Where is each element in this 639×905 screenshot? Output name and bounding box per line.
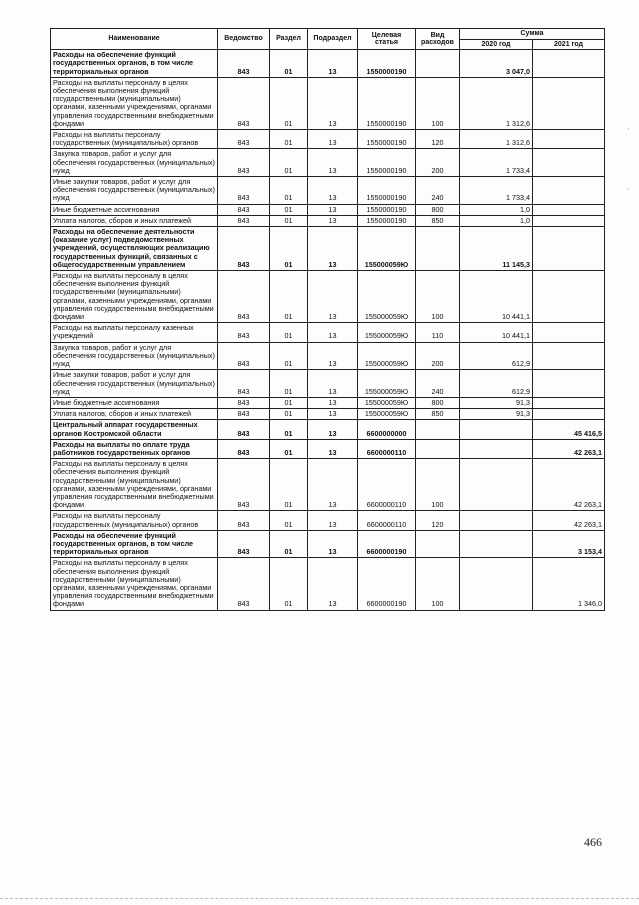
row-subsection: 13 <box>308 50 358 78</box>
row-name: Расходы на выплаты персоналу в целях обеспечения выполнения функций государственными (муниципальными) органами, казенными учреждениями, органами управления государственными внебюджетными фондами <box>51 271 218 323</box>
row-section: 01 <box>270 271 308 323</box>
row-expense-type: 100 <box>416 77 460 129</box>
row-expense-type <box>416 439 460 458</box>
row-sum-2020: 1,0 <box>460 215 533 226</box>
row-name: Расходы на обеспечение функций государственных органов, в том числе территориальных органов <box>51 530 218 558</box>
row-department: 843 <box>218 149 270 177</box>
row-expense-type: 110 <box>416 323 460 342</box>
row-section: 01 <box>270 409 308 420</box>
row-target-item: 1550000190 <box>358 204 416 215</box>
row-name: Расходы на обеспечение деятельности (оказание услуг) подведомственных учреждений, осуществляющих реализацию государственных функций, связанных с общегосударственным управлением <box>51 227 218 271</box>
row-name: Иные закупки товаров, работ и услуг для обеспечения государственных (муниципальных) нужд <box>51 370 218 398</box>
row-sum-2021: 3 153,4 <box>533 530 605 558</box>
row-section: 01 <box>270 342 308 370</box>
row-sum-2021 <box>533 130 605 149</box>
row-subsection: 13 <box>308 77 358 129</box>
row-target-item: 1550000190 <box>358 177 416 205</box>
table-row <box>51 204 605 215</box>
row-expense-type: 850 <box>416 409 460 420</box>
row-sum-2021: 1 346,0 <box>533 558 605 610</box>
row-sum-2020: 10 441,1 <box>460 323 533 342</box>
row-target-item: 155000059Ю <box>358 342 416 370</box>
table-body <box>51 50 605 610</box>
row-section: 01 <box>270 511 308 530</box>
row-name: Иные бюджетные ассигнования <box>51 397 218 408</box>
row-sum-2020: 91,3 <box>460 397 533 408</box>
row-sum-2021 <box>533 409 605 420</box>
row-expense-type: 800 <box>416 397 460 408</box>
row-sum-2020 <box>460 420 533 439</box>
row-target-item: 155000059Ю <box>358 323 416 342</box>
margin-mark: , <box>627 185 629 191</box>
row-sum-2020 <box>460 439 533 458</box>
row-department: 843 <box>218 204 270 215</box>
row-name: Уплата налогов, сборов и иных платежей <box>51 409 218 420</box>
row-department: 843 <box>218 177 270 205</box>
row-subsection: 13 <box>308 130 358 149</box>
row-target-item: 6600000110 <box>358 511 416 530</box>
row-department: 843 <box>218 130 270 149</box>
row-subsection: 13 <box>308 558 358 610</box>
row-sum-2021 <box>533 149 605 177</box>
row-expense-type: 800 <box>416 204 460 215</box>
row-section: 01 <box>270 149 308 177</box>
row-sum-2021 <box>533 177 605 205</box>
row-department: 843 <box>218 342 270 370</box>
table-row <box>51 420 605 439</box>
row-department: 843 <box>218 323 270 342</box>
header-department: Ведомство <box>218 29 270 50</box>
row-subsection: 13 <box>308 397 358 408</box>
row-sum-2020: 91,3 <box>460 409 533 420</box>
row-sum-2021 <box>533 271 605 323</box>
row-expense-type: 100 <box>416 558 460 610</box>
page-number: 466 <box>584 835 602 849</box>
row-sum-2021 <box>533 204 605 215</box>
row-name: Иные закупки товаров, работ и услуг для обеспечения государственных (муниципальных) нужд <box>51 177 218 205</box>
row-department: 843 <box>218 459 270 511</box>
row-name: Расходы на выплаты по оплате труда работников государственных органов <box>51 439 218 458</box>
row-subsection: 13 <box>308 409 358 420</box>
row-sum-2020: 1 733,4 <box>460 177 533 205</box>
row-target-item: 155000059Ю <box>358 227 416 271</box>
row-sum-2020: 612,9 <box>460 370 533 398</box>
row-sum-2020: 3 047,0 <box>460 50 533 78</box>
header-sum-group: Сумма <box>460 29 605 40</box>
row-sum-2020: 1 312,6 <box>460 130 533 149</box>
header-section: Раздел <box>270 29 308 50</box>
table-row <box>51 370 605 398</box>
row-sum-2021: 42 263,1 <box>533 439 605 458</box>
row-subsection: 13 <box>308 530 358 558</box>
row-name: Закупка товаров, работ и услуг для обеспечения государственных (муниципальных) нужд <box>51 149 218 177</box>
row-subsection: 13 <box>308 370 358 398</box>
table-row <box>51 439 605 458</box>
table-row <box>51 215 605 226</box>
header-year-2021: 2021 год <box>533 39 605 50</box>
row-expense-type <box>416 530 460 558</box>
row-name: Расходы на выплаты персоналу в целях обеспечения выполнения функций государственными (муниципальными) органами, казенными учреждениями, органами управления государственными внебюджетными фондами <box>51 459 218 511</box>
table-header <box>51 29 605 50</box>
row-target-item: 1550000190 <box>358 77 416 129</box>
row-sum-2021 <box>533 227 605 271</box>
row-subsection: 13 <box>308 215 358 226</box>
row-sum-2020 <box>460 558 533 610</box>
row-section: 01 <box>270 397 308 408</box>
row-expense-type: 200 <box>416 342 460 370</box>
row-department: 843 <box>218 227 270 271</box>
row-department: 843 <box>218 439 270 458</box>
row-name: Иные бюджетные ассигнования <box>51 204 218 215</box>
row-name: Расходы на обеспечение функций государственных органов, в том числе территориальных органов <box>51 50 218 78</box>
row-name: Расходы на выплаты персоналу в целях обеспечения выполнения функций государственными (муниципальными) органами, казенными учреждениями, органами управления государственными внебюджетными фондами <box>51 558 218 610</box>
row-sum-2020 <box>460 511 533 530</box>
row-expense-type: 120 <box>416 130 460 149</box>
table-row <box>51 271 605 323</box>
row-sum-2021 <box>533 370 605 398</box>
row-expense-type <box>416 227 460 271</box>
row-department: 843 <box>218 397 270 408</box>
table-row <box>51 558 605 610</box>
row-sum-2020: 612,9 <box>460 342 533 370</box>
row-department: 843 <box>218 370 270 398</box>
row-sum-2021 <box>533 397 605 408</box>
header-name: Наименование <box>51 29 218 50</box>
row-section: 01 <box>270 50 308 78</box>
header-target-item: Целевая статья <box>358 29 416 50</box>
row-sum-2021: 42 263,1 <box>533 511 605 530</box>
row-section: 01 <box>270 215 308 226</box>
row-section: 01 <box>270 204 308 215</box>
table-row <box>51 511 605 530</box>
row-target-item: 1550000190 <box>358 50 416 78</box>
row-target-item: 1550000190 <box>358 149 416 177</box>
header-subsection: Подраздел <box>308 29 358 50</box>
margin-mark: , <box>627 125 629 131</box>
row-sum-2021 <box>533 77 605 129</box>
row-expense-type: 120 <box>416 511 460 530</box>
row-department: 843 <box>218 271 270 323</box>
row-sum-2020: 11 145,3 <box>460 227 533 271</box>
row-sum-2021: 45 416,5 <box>533 420 605 439</box>
row-target-item: 6600000110 <box>358 439 416 458</box>
row-expense-type: 100 <box>416 459 460 511</box>
row-target-item: 1550000190 <box>358 130 416 149</box>
table-row <box>51 342 605 370</box>
row-sum-2020: 1 312,6 <box>460 77 533 129</box>
row-sum-2021: 42 263,1 <box>533 459 605 511</box>
row-subsection: 13 <box>308 439 358 458</box>
row-department: 843 <box>218 215 270 226</box>
row-expense-type <box>416 50 460 78</box>
row-sum-2021 <box>533 342 605 370</box>
row-section: 01 <box>270 439 308 458</box>
row-expense-type: 200 <box>416 149 460 177</box>
header-expense-type: Вид расходов <box>416 29 460 50</box>
table-row <box>51 50 605 78</box>
row-sum-2020: 10 441,1 <box>460 271 533 323</box>
row-target-item: 155000059Ю <box>358 271 416 323</box>
row-department: 843 <box>218 530 270 558</box>
row-subsection: 13 <box>308 511 358 530</box>
row-name: Расходы на выплаты персоналу государственных (муниципальных) органов <box>51 130 218 149</box>
row-section: 01 <box>270 420 308 439</box>
table-row <box>51 459 605 511</box>
row-section: 01 <box>270 530 308 558</box>
row-target-item: 1550000190 <box>358 215 416 226</box>
row-department: 843 <box>218 77 270 129</box>
table-row <box>51 130 605 149</box>
row-subsection: 13 <box>308 342 358 370</box>
row-expense-type: 850 <box>416 215 460 226</box>
row-subsection: 13 <box>308 271 358 323</box>
row-subsection: 13 <box>308 204 358 215</box>
row-target-item: 6600000110 <box>358 459 416 511</box>
row-name: Закупка товаров, работ и услуг для обеспечения государственных (муниципальных) нужд <box>51 342 218 370</box>
row-expense-type: 240 <box>416 177 460 205</box>
row-subsection: 13 <box>308 323 358 342</box>
row-sum-2020: 1 733,4 <box>460 149 533 177</box>
table-row <box>51 409 605 420</box>
table-row <box>51 177 605 205</box>
row-name: Расходы на выплаты персоналу казенных учреждений <box>51 323 218 342</box>
row-subsection: 13 <box>308 177 358 205</box>
row-expense-type: 100 <box>416 271 460 323</box>
table-row <box>51 227 605 271</box>
budget-table <box>50 28 605 611</box>
table-row <box>51 397 605 408</box>
row-section: 01 <box>270 370 308 398</box>
row-section: 01 <box>270 177 308 205</box>
row-sum-2020: 1,0 <box>460 204 533 215</box>
row-name: Расходы на выплаты персоналу государственных (муниципальных) органов <box>51 511 218 530</box>
row-department: 843 <box>218 420 270 439</box>
row-department: 843 <box>218 558 270 610</box>
row-section: 01 <box>270 130 308 149</box>
row-target-item: 155000059Ю <box>358 409 416 420</box>
header-year-2020: 2020 год <box>460 39 533 50</box>
row-name: Расходы на выплаты персоналу в целях обеспечения выполнения функций государственными (муниципальными) органами, казенными учреждениями, органами управления государственными внебюджетными фондами <box>51 77 218 129</box>
table-row <box>51 77 605 129</box>
row-section: 01 <box>270 459 308 511</box>
table-row <box>51 530 605 558</box>
table-row <box>51 323 605 342</box>
row-target-item: 6600000000 <box>358 420 416 439</box>
row-sum-2021 <box>533 50 605 78</box>
row-expense-type <box>416 420 460 439</box>
row-name: Уплата налогов, сборов и иных платежей <box>51 215 218 226</box>
row-section: 01 <box>270 77 308 129</box>
document-sheet <box>50 28 604 611</box>
row-sum-2021 <box>533 323 605 342</box>
row-subsection: 13 <box>308 227 358 271</box>
row-sum-2020 <box>460 459 533 511</box>
row-sum-2020 <box>460 530 533 558</box>
row-section: 01 <box>270 323 308 342</box>
row-expense-type: 240 <box>416 370 460 398</box>
row-department: 843 <box>218 409 270 420</box>
row-name: Центральный аппарат государственных органов Костромской области <box>51 420 218 439</box>
row-subsection: 13 <box>308 149 358 177</box>
row-subsection: 13 <box>308 459 358 511</box>
scan-edge <box>0 898 639 899</box>
row-target-item: 155000059Ю <box>358 370 416 398</box>
row-section: 01 <box>270 227 308 271</box>
row-department: 843 <box>218 511 270 530</box>
row-target-item: 6600000190 <box>358 558 416 610</box>
row-target-item: 6600000190 <box>358 530 416 558</box>
table-row <box>51 149 605 177</box>
row-section: 01 <box>270 558 308 610</box>
row-subsection: 13 <box>308 420 358 439</box>
row-department: 843 <box>218 50 270 78</box>
row-target-item: 155000059Ю <box>358 397 416 408</box>
row-sum-2021 <box>533 215 605 226</box>
